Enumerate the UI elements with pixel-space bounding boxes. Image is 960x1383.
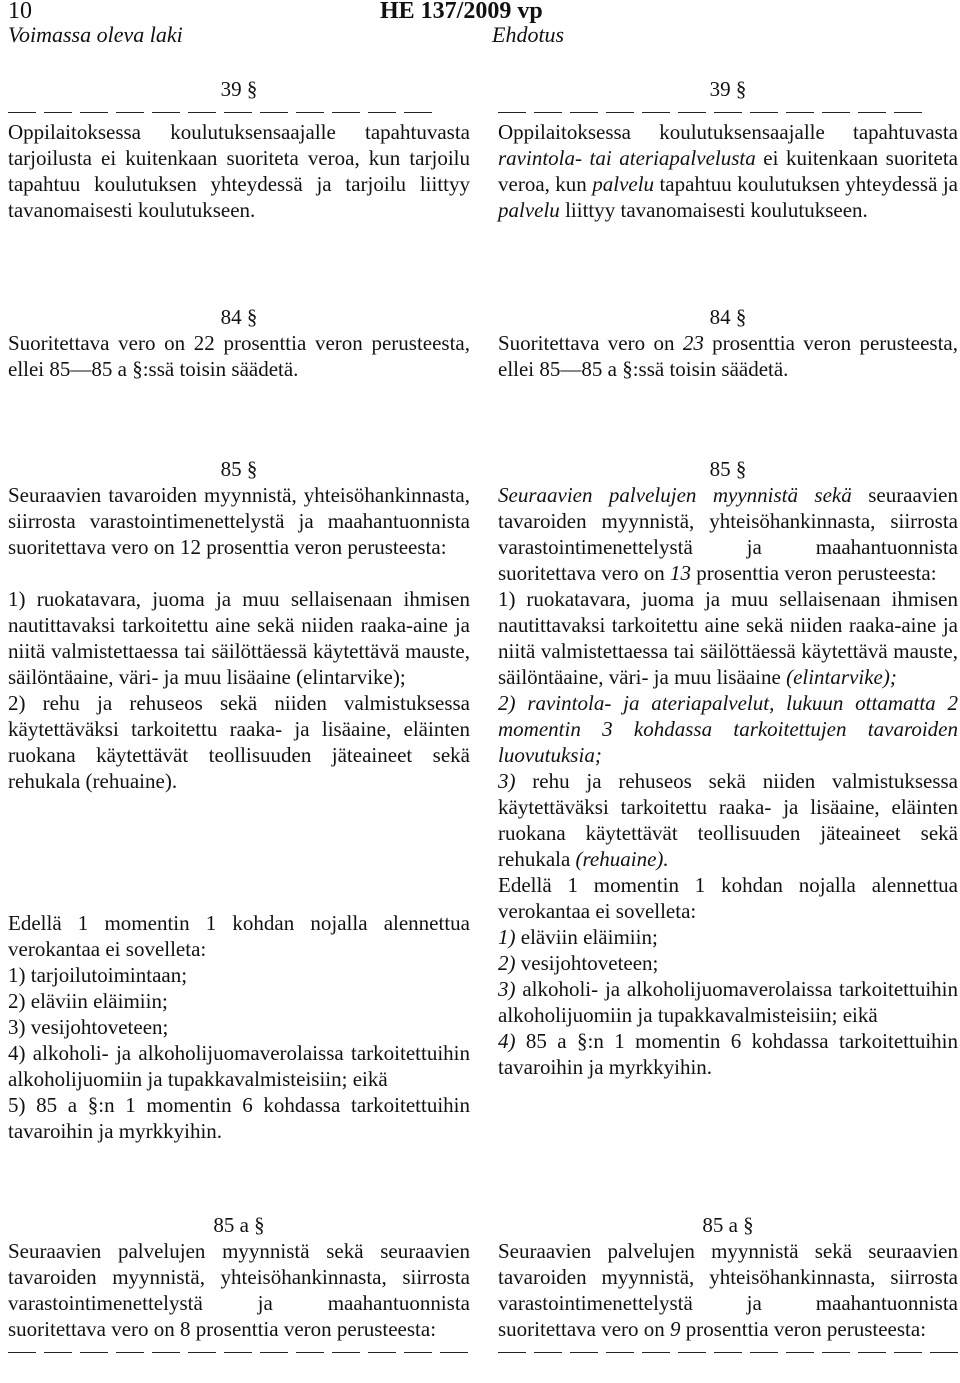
page-number: 10 <box>8 0 32 24</box>
paragraph: Edellä 1 momentin 1 kohdan nojalla alennettua verokantaa ei sovelleta: <box>498 873 958 923</box>
section-title: 39 § <box>709 77 747 101</box>
list-item: 3) rehu ja rehuseos sekä niiden valmistuksessa käytettäväksi tarkoitettu raaka- ja lisäaine, eläinten ruokana käytettävät teollisuuden jäteaineet sekä rehukala (rehuaine). <box>498 769 958 871</box>
section-title: 84 § <box>220 305 258 329</box>
list-item: 3) alkoholi- ja alkoholijuomaverolaissa tarkoitettuihin alkoholijuomiin ja tupakkavalmisteisiin; eikä <box>498 977 958 1027</box>
section-text: Oppilaitoksessa koulutuksensaajalle tapahtuvasta ravintola- tai ateriapalvelusta ei kuitenkaan suoriteta veroa, kun palvelu tapahtuu koulutuksen yhteydessä ja palvelu liittyy tavanomaisesti koulutukseen. <box>498 120 958 222</box>
right-section-85a <box>498 1212 958 1359</box>
left-section-85 <box>8 456 470 794</box>
right-section-84 <box>498 304 958 382</box>
section-text: Seuraavien palvelujen myynnistä sekä seuraavien tavaroiden myynnistä, yhteisöhankinnasta, siirrosta varastointimenettelystä ja maahantuonnista suoritettava vero on 8 prosenttia veron perusteesta: <box>8 1239 470 1341</box>
paragraph: Seuraavien palvelujen myynnistä sekä seuraavien tavaroiden myynnistä, yhteisöhankinnasta, siirrosta varastointimenettelystä ja maahantuonnista suoritettava vero on 13 prosenttia veron perusteesta: <box>498 483 958 585</box>
section-text: Oppilaitoksessa koulutuksensaajalle tapahtuvasta tarjoilusta ei kuitenkaan suoriteta veroa, kun tarjoilu tapahtuu koulutuksen yhteydessä ja tarjoilu liittyy tavanomaisesti koulutukseen. <box>8 120 470 222</box>
current-law-heading: Voimassa oleva laki <box>8 22 183 47</box>
list-item: 4) alkoholi- ja alkoholijuomaverolaissa tarkoitettuihin alkoholijuomiin ja tupakkavalmisteisiin; eikä <box>8 1041 470 1091</box>
right-section-85 <box>498 456 958 1080</box>
omission-line <box>498 112 958 113</box>
paragraph: Seuraavien tavaroiden myynnistä, yhteisöhankinnasta, siirrosta varastointimenettelystä ja maahantuonnista suoritettava vero on 12 prosenttia veron perusteesta: <box>8 483 470 559</box>
section-text: Seuraavien palvelujen myynnistä sekä seuraavien tavaroiden myynnistä, yhteisöhankinnasta, siirrosta varastointimenettelystä ja maahantuonnista suoritettava vero on 9 prosenttia veron perusteesta: <box>498 1239 958 1341</box>
omission-line <box>8 1352 470 1353</box>
left-section-84 <box>8 304 470 382</box>
list-item: 2) ravintola- ja ateriapalvelut, lukuun ottamatta 2 momentin 3 kohdassa tarkoitettujen tavaroiden luovutuksia; <box>498 691 958 767</box>
section-title: 84 § <box>709 305 747 329</box>
section-title: 39 § <box>220 77 258 101</box>
list-item: 1) tarjoilutoimintaan; <box>8 963 188 987</box>
list-item: 2) eläviin eläimiin; <box>8 989 168 1013</box>
list-item: 1) ruokatavara, juoma ja muu sellaisenaan ihmisen nautittavaksi tarkoitettu aine sekä niiden raaka-aine ja niitä valmistettaessa tai säilöttäessä käytettävä mauste, säilöntäaine, väri- ja muu lisäaine (elintarvike); <box>498 587 958 689</box>
left-section-39 <box>8 76 470 223</box>
list-item: 1) ruokatavara, juoma ja muu sellaisenaan ihmisen nautittavaksi tarkoitettu aine sekä niiden raaka-aine ja niitä valmistettaessa tai säilöttäessä käytettävä mauste, säilöntäaine, väri- ja muu lisäaine (elintarvike); <box>8 587 470 689</box>
paragraph: Edellä 1 momentin 1 kohdan nojalla alennettua verokantaa ei sovelleta: <box>8 911 470 961</box>
proposal-heading: Ehdotus <box>492 22 565 47</box>
left-section-85-moment-2 <box>8 910 470 1144</box>
list-item: 3) vesijohtoveteen; <box>8 1015 169 1039</box>
list-item: 4) 85 a §:n 1 momentin 6 kohdassa tarkoitettuihin tavaroihin ja myrkkyihin. <box>498 1029 958 1079</box>
section-text: Suoritettava vero on 22 prosenttia veron perusteesta, ellei 85—85 a §:ssä toisin säädetä. <box>8 331 470 381</box>
right-section-39 <box>498 76 958 223</box>
document-id: HE 137/2009 vp <box>380 0 543 24</box>
section-title: 85 § <box>220 457 258 481</box>
section-title: 85 a § <box>702 1213 754 1237</box>
list-item: 2) rehu ja rehuseos sekä niiden valmistuksessa käytettäväksi tarkoitettu raaka- ja lisäaine, eläinten ruokana käytettävät teollisuuden jäteaineet sekä rehukala (rehuaine). <box>8 691 470 793</box>
left-section-85a <box>8 1212 470 1359</box>
omission-line <box>498 1352 958 1353</box>
list-item: 1) eläviin eläimiin; <box>498 925 658 949</box>
list-item: 2) vesijohtoveteen; <box>498 951 659 975</box>
section-title: 85 a § <box>213 1213 265 1237</box>
section-text: Suoritettava vero on 23 prosenttia veron perusteesta, ellei 85—85 a §:ssä toisin säädetä. <box>498 331 958 381</box>
list-item: 5) 85 a §:n 1 momentin 6 kohdassa tarkoitettuihin tavaroihin ja myrkkyihin. <box>8 1093 470 1143</box>
section-title: 85 § <box>709 457 747 481</box>
omission-line <box>8 112 470 113</box>
